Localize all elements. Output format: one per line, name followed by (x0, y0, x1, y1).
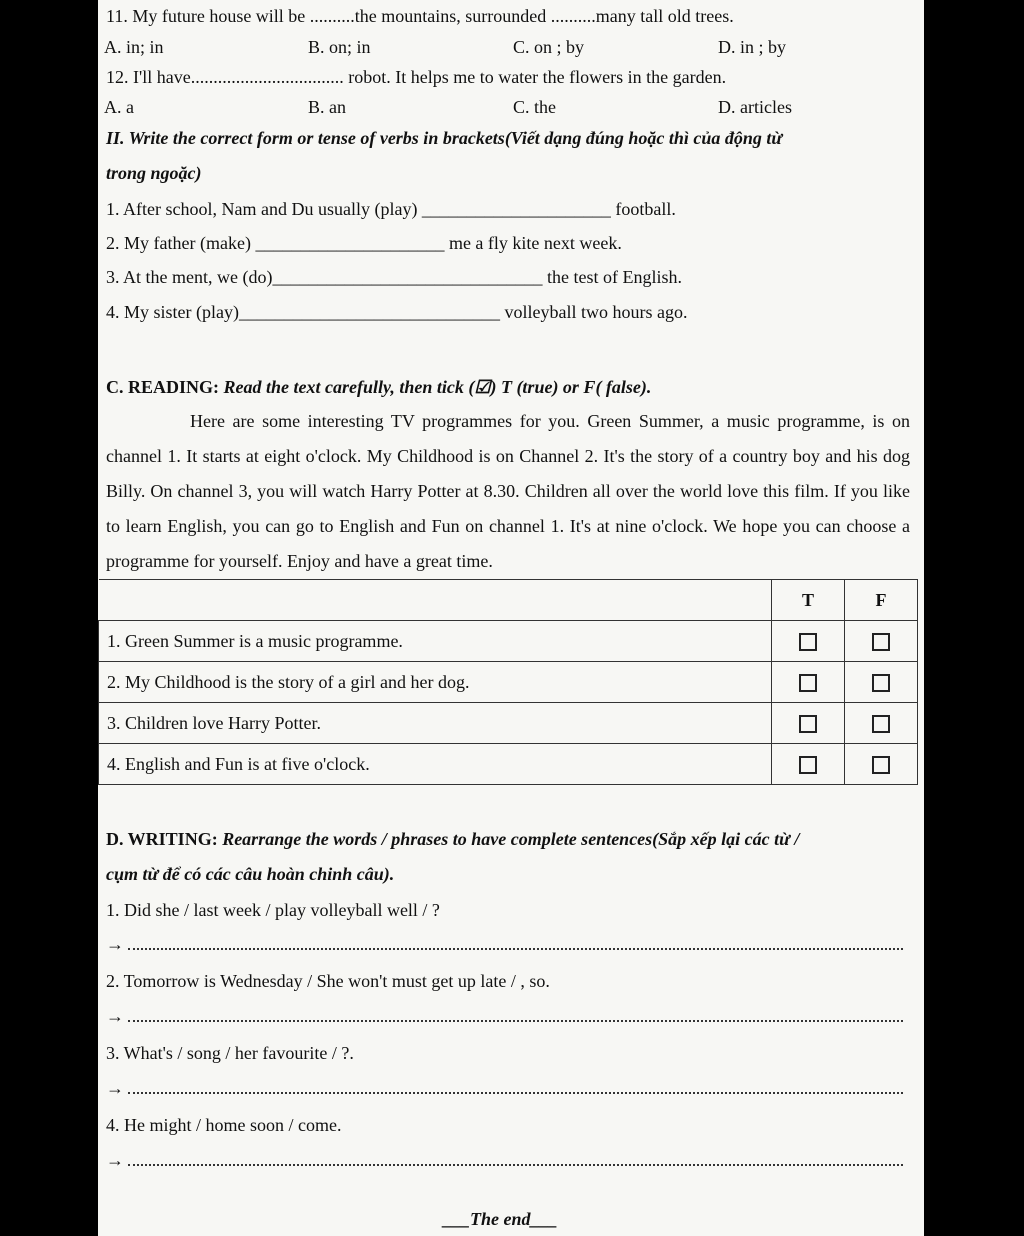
q12-option-c: C. the (513, 97, 556, 117)
section-d-label: D. WRITING: (106, 829, 218, 849)
verb-item-4: 4. My sister (play)_____________________________ volleyball two hours ago. (106, 302, 688, 322)
arrow-icon: → (106, 1006, 124, 1026)
section-ii-heading: II. Write the correct form or tense of verbs in brackets(Viết dạng đúng hoặc thì của động từ (106, 128, 783, 148)
table-row (99, 744, 918, 785)
table-row (99, 703, 918, 744)
arrow-icon: → (106, 1150, 124, 1170)
section-c-heading (106, 376, 651, 398)
arrow-icon: → (106, 1078, 124, 1098)
verb-item-2: 2. My father (make) _____________________ me a fly kite next week. (106, 233, 622, 253)
question-12: 12. I'll have.................................. robot. It helps me to water the flowers in the garden. (106, 67, 727, 87)
q11-option-b: B. on; in (308, 37, 371, 57)
arrow-icon: → (106, 934, 124, 954)
header-true: T (772, 580, 845, 621)
question-11: 11. My future house will be ..........the mountains, surrounded ..........many tall old trees. (106, 6, 734, 26)
writing-item-2: 2. Tomorrow is Wednesday / She won't must get up late / , so. (106, 971, 550, 991)
section-d-instruction: Rearrange the words / phrases to have complete sentences(Sắp xếp lại các từ / (222, 829, 800, 849)
q12-option-d: D. articles (718, 97, 792, 117)
checkbox-2-true[interactable] (799, 674, 817, 692)
header-false: F (845, 580, 918, 621)
statement-2: 2. My Childhood is the story of a girl and her dog. (99, 662, 772, 703)
verb-item-1: 1. After school, Nam and Du usually (play) _____________________ football. (106, 199, 676, 219)
checkbox-3-false[interactable] (872, 715, 890, 733)
section-c-instruction: Read the text carefully, then tick (☑) T (true) or F( false). (223, 377, 652, 397)
verb-item-3: 3. At the ment, we (do)______________________________ the test of English. (106, 267, 682, 287)
checkbox-2-false[interactable] (872, 674, 890, 692)
q12-option-a: A. a (104, 97, 134, 117)
section-c-label: C. READING: (106, 377, 220, 397)
q11-option-d: D. in ; by (718, 37, 787, 57)
checkbox-4-true[interactable] (799, 756, 817, 774)
the-end-footer: ___The end___ (443, 1209, 558, 1229)
bleed-through-text (808, 4, 812, 21)
q11-option-a: A. in; in (104, 37, 164, 57)
table-row (99, 662, 918, 703)
q11-option-c: C. on ; by (513, 37, 585, 57)
answer-line-4[interactable] (128, 1162, 903, 1166)
answer-line-3[interactable] (128, 1090, 903, 1094)
checkbox-1-false[interactable] (872, 633, 890, 651)
statement-3: 3. Children love Harry Potter. (99, 703, 772, 744)
true-false-table (98, 579, 918, 785)
table-header-row (99, 580, 918, 621)
section-d-heading (106, 828, 799, 850)
checkbox-4-false[interactable] (872, 756, 890, 774)
checkbox-1-true[interactable] (799, 633, 817, 651)
q12-option-b: B. an (308, 97, 346, 117)
worksheet-page (98, 0, 924, 1236)
reading-passage: Here are some interesting TV programmes for you. Green Summer, a music programme, is on channel 1. It starts at eight o'clock. My Childhood is on Channel 2. It's the story of a country boy and his dog Billy. On channel 3, you will watch Harry Potter at 8.30. Children all over the world love this film. If you like to learn English, you can go to English and Fun on channel 1. It's at nine o'clock. We hope you can choose a programme for yourself. Enjoy and have a great time. (106, 411, 910, 571)
statement-1: 1. Green Summer is a music programme. (99, 621, 772, 662)
statement-4: 4. English and Fun is at five o'clock. (99, 744, 772, 785)
answer-line-1[interactable] (128, 946, 903, 950)
checkbox-3-true[interactable] (799, 715, 817, 733)
table-row (99, 621, 918, 662)
writing-item-1: 1. Did she / last week / play volleyball well / ? (106, 900, 440, 920)
writing-item-4: 4. He might / home soon / come. (106, 1115, 342, 1135)
section-ii-heading-cont: trong ngoặc) (106, 163, 202, 183)
answer-line-2[interactable] (128, 1018, 903, 1022)
writing-item-3: 3. What's / song / her favourite / ?. (106, 1043, 354, 1063)
section-d-heading-cont: cụm từ để có các câu hoàn chinh câu). (106, 864, 395, 884)
